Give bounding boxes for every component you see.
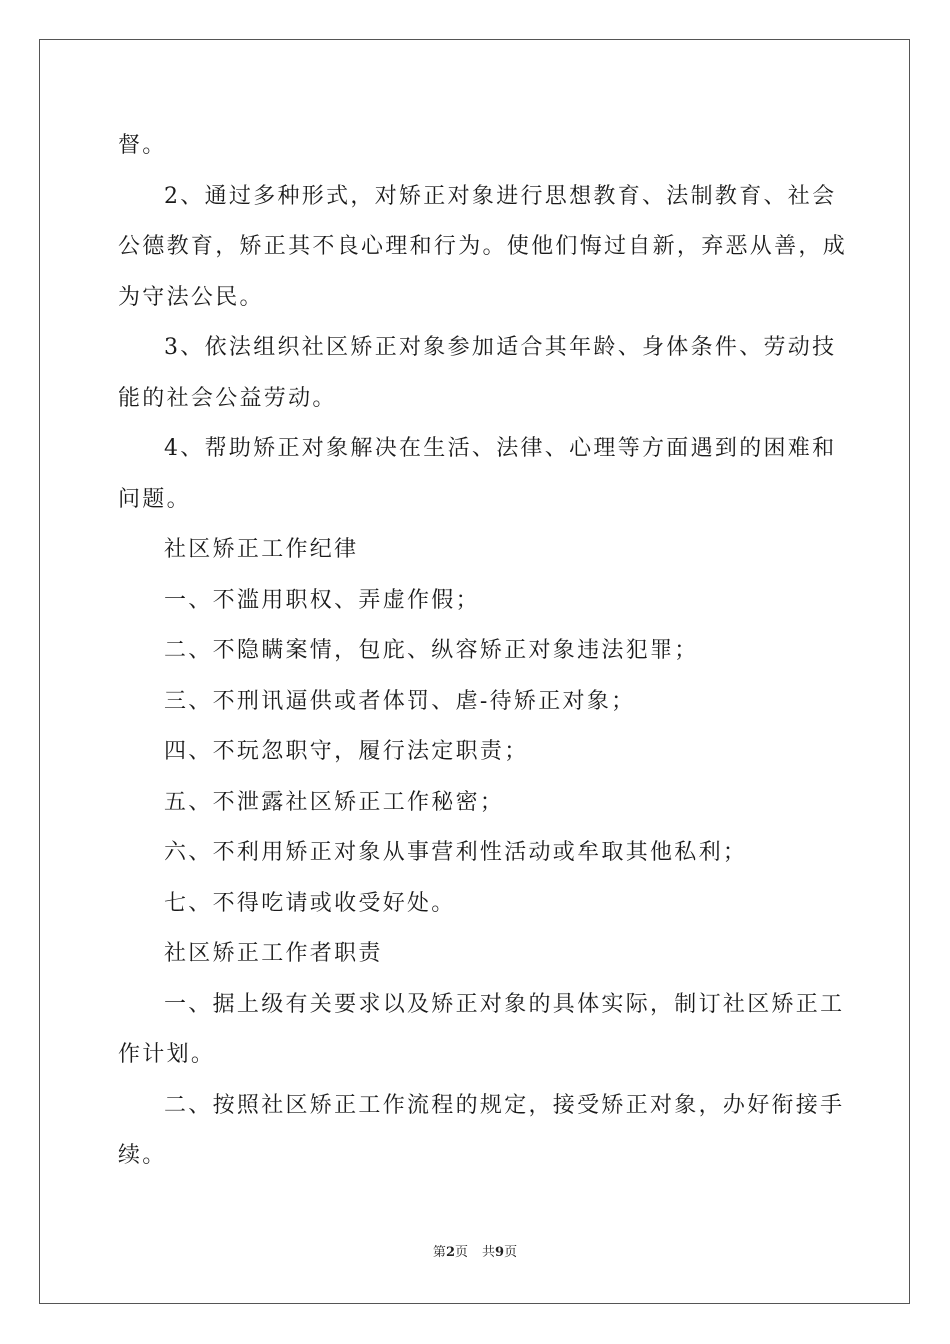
text-line: 七、不得吃请或收受好处。 — [164, 891, 456, 916]
text-line: 公德教育，矫正其不良心理和行为。使他们悔过自新，弃恶从善，成 — [118, 234, 848, 259]
text-line: 作计划。 — [118, 1042, 216, 1067]
text-line: 督。 — [118, 133, 167, 158]
text-line: 四、不玩忽职守，履行法定职责； — [164, 739, 529, 764]
text-line: 为守法公民。 — [118, 285, 264, 310]
total-pages: 9 — [495, 1245, 505, 1260]
section-heading: 社区矫正工作者职责 — [164, 941, 383, 966]
total-pages-prefix: 共 — [482, 1245, 496, 1260]
text-line: 问题。 — [118, 487, 191, 512]
page-number: 2 — [445, 1245, 455, 1260]
text-line: 一、不滥用职权、弄虚作假； — [164, 588, 480, 613]
page-footer — [0, 1244, 950, 1262]
page-number-prefix: 第 — [432, 1245, 446, 1260]
text-line: 三、不刑讯逼供或者体罚、虐-待矫正对象； — [164, 689, 636, 714]
text-line: 一、据上级有关要求以及矫正对象的具体实际，制订社区矫正工 — [164, 992, 845, 1017]
text-line: 续。 — [118, 1143, 167, 1168]
section-heading: 社区矫正工作纪律 — [164, 537, 359, 562]
total-pages-suffix: 页 — [504, 1245, 518, 1260]
text-line: 4、帮助矫正对象解决在生活、法律、心理等方面遇到的困难和 — [164, 436, 837, 461]
text-line: 六、不利用矫正对象从事营利性活动或牟取其他私利； — [164, 840, 748, 865]
text-line: 3、依法组织社区矫正对象参加适合其年龄、身体条件、劳动技 — [164, 335, 837, 360]
page-number-suffix: 页 — [454, 1245, 468, 1260]
text-line: 二、按照社区矫正工作流程的规定，接受矫正对象，办好衔接手 — [164, 1093, 845, 1118]
text-line: 二、不隐瞒案情，包庇、纵容矫正对象违法犯罪； — [164, 638, 699, 663]
text-line: 2、通过多种形式，对矫正对象进行思想教育、法制教育、社会 — [164, 184, 837, 209]
text-line: 五、不泄露社区矫正工作秘密； — [164, 790, 505, 815]
text-line: 能的社会公益劳动。 — [118, 386, 337, 411]
